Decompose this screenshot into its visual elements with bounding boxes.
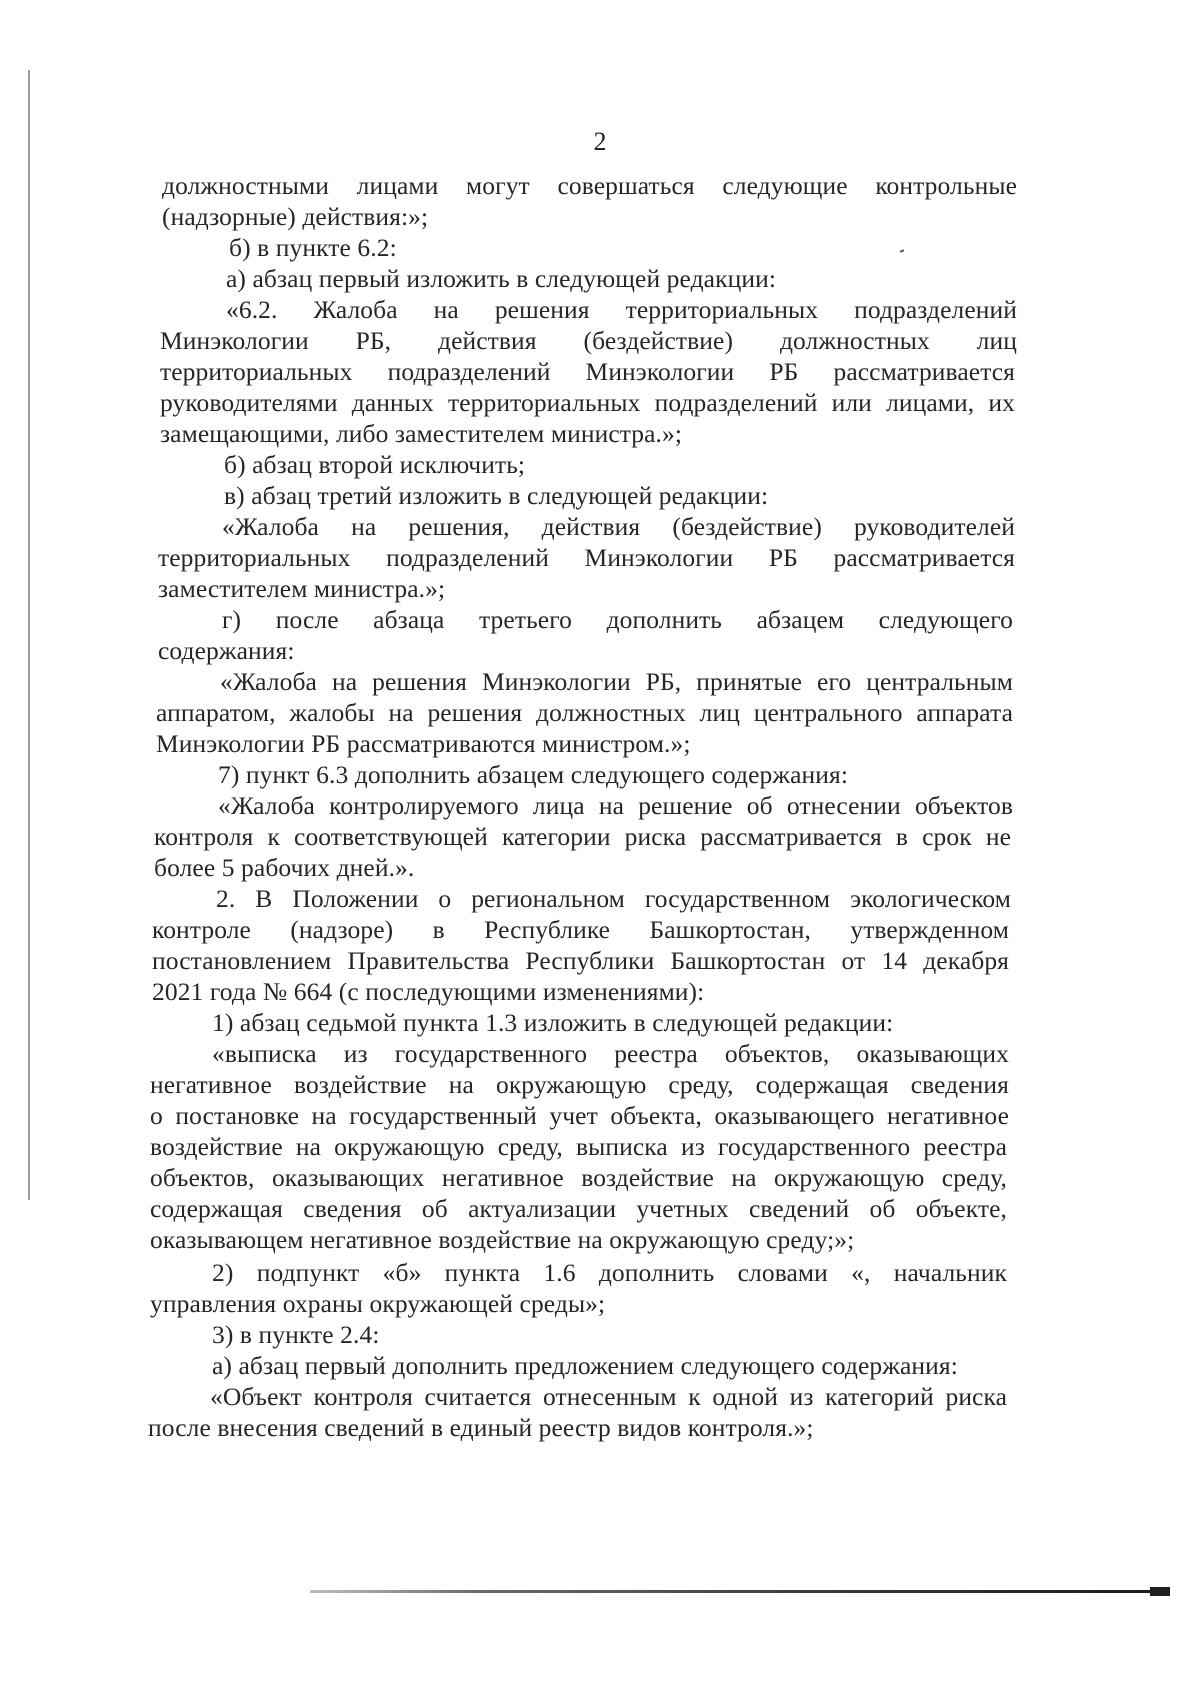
text-line: аппаратом, жалобы на решения должностных лиц центрального аппарата xyxy=(156,698,1013,727)
text-line: «выписка из государственного реестра объектов, оказывающих xyxy=(212,1039,1009,1068)
text-line: «Жалоба на решения, действия (бездействие) руководителей xyxy=(222,512,1015,541)
text-line: территориальных подразделений Минэкологии РБ рассматривается xyxy=(160,357,1015,386)
text-line: территориальных подразделений Минэкологии РБ рассматривается xyxy=(158,543,1015,572)
text-line: 3) в пункте 2.4: xyxy=(212,1320,380,1349)
text-line: «Жалоба контролируемого лица на решение об отнесении объектов xyxy=(218,791,1013,820)
text-line: 1) абзац седьмой пункта 1.3 изложить в следующей редакции: xyxy=(212,1008,894,1037)
text-line: контроле (надзоре) в Республике Башкортостан, утвержденном xyxy=(152,915,1009,944)
scan-speck xyxy=(900,249,904,252)
text-line: (надзорные) действия:»; xyxy=(162,202,429,231)
text-line: постановлением Правительства Республики Башкортостан от 14 декабря xyxy=(152,946,1009,975)
text-line: Минэкологии РБ, действия (бездействие) должностных лиц xyxy=(160,326,1017,355)
text-line: Минэкологии РБ рассматриваются министром.»; xyxy=(156,729,691,758)
text-line: 7) пункт 6.3 дополнить абзацем следующего содержания: xyxy=(218,760,849,789)
text-line: г) после абзаца третьего дополнить абзацем следующего xyxy=(222,605,1013,634)
text-line: 2. В Положении о региональном государственном экологическом xyxy=(216,884,1011,913)
text-line: о постановке на государственный учет объекта, оказывающего негативное xyxy=(150,1101,1009,1130)
text-line: а) абзац первый изложить в следующей редакции: xyxy=(226,264,776,293)
text-line: управления охраны окружающей среды»; xyxy=(150,1289,606,1318)
text-line: контроля к соответствующей категории риска рассматривается в срок не xyxy=(154,822,1011,851)
text-line: руководителями данных территориальных подразделений или лицами, их xyxy=(160,388,1015,417)
text-line: оказывающем негативное воздействие на окружающую среду;»; xyxy=(150,1225,855,1254)
text-line: объектов, оказывающих негативное воздействие на окружающую среду, xyxy=(150,1163,1007,1192)
text-line: «Жалоба на решения Минэкологии РБ, принятые его центральным xyxy=(220,667,1013,696)
text-line: более 5 рабочих дней.». xyxy=(154,853,415,882)
text-line: негативное воздействие на окружающую среду, содержащая сведения xyxy=(150,1070,1009,1099)
text-line: после внесения сведений в единый реестр видов контроля.»; xyxy=(148,1413,814,1442)
text-line: «6.2. Жалоба на решения территориальных подразделений xyxy=(226,295,1017,324)
text-line: «Объект контроля считается отнесенным к одной из категорий риска xyxy=(210,1382,1007,1411)
text-line: а) абзац первый дополнить предложением следующего содержания: xyxy=(212,1351,958,1380)
text-line: 2021 года № 664 (с последующими изменениями): xyxy=(152,977,705,1006)
text-line: заместителем министра.»; xyxy=(158,574,446,603)
text-line: б) абзац второй исключить; xyxy=(224,450,526,479)
text-line: должностными лицами могут совершаться следующие контрольные xyxy=(162,171,1017,200)
text-line: содержания: xyxy=(158,636,295,665)
text-line: содержащая сведения об актуализации учетных сведений об объекте, xyxy=(150,1194,1007,1223)
bottom-scan-edge xyxy=(310,1590,1170,1593)
text-line: замещающими, либо заместителем министра.»; xyxy=(160,419,683,448)
bottom-scan-edge-end xyxy=(1150,1587,1170,1596)
text-line: в) абзац третий изложить в следующей редакции: xyxy=(224,481,769,510)
page-number: 2 xyxy=(593,127,607,156)
text-line: б) в пункте 6.2: xyxy=(229,233,397,262)
scan-margin-line xyxy=(28,70,30,1200)
text-line: воздействие на окружающую среду, выписка из государственного реестра xyxy=(150,1132,1007,1161)
text-line: 2) подпункт «б» пункта 1.6 дополнить словами «, начальник xyxy=(212,1258,1007,1287)
